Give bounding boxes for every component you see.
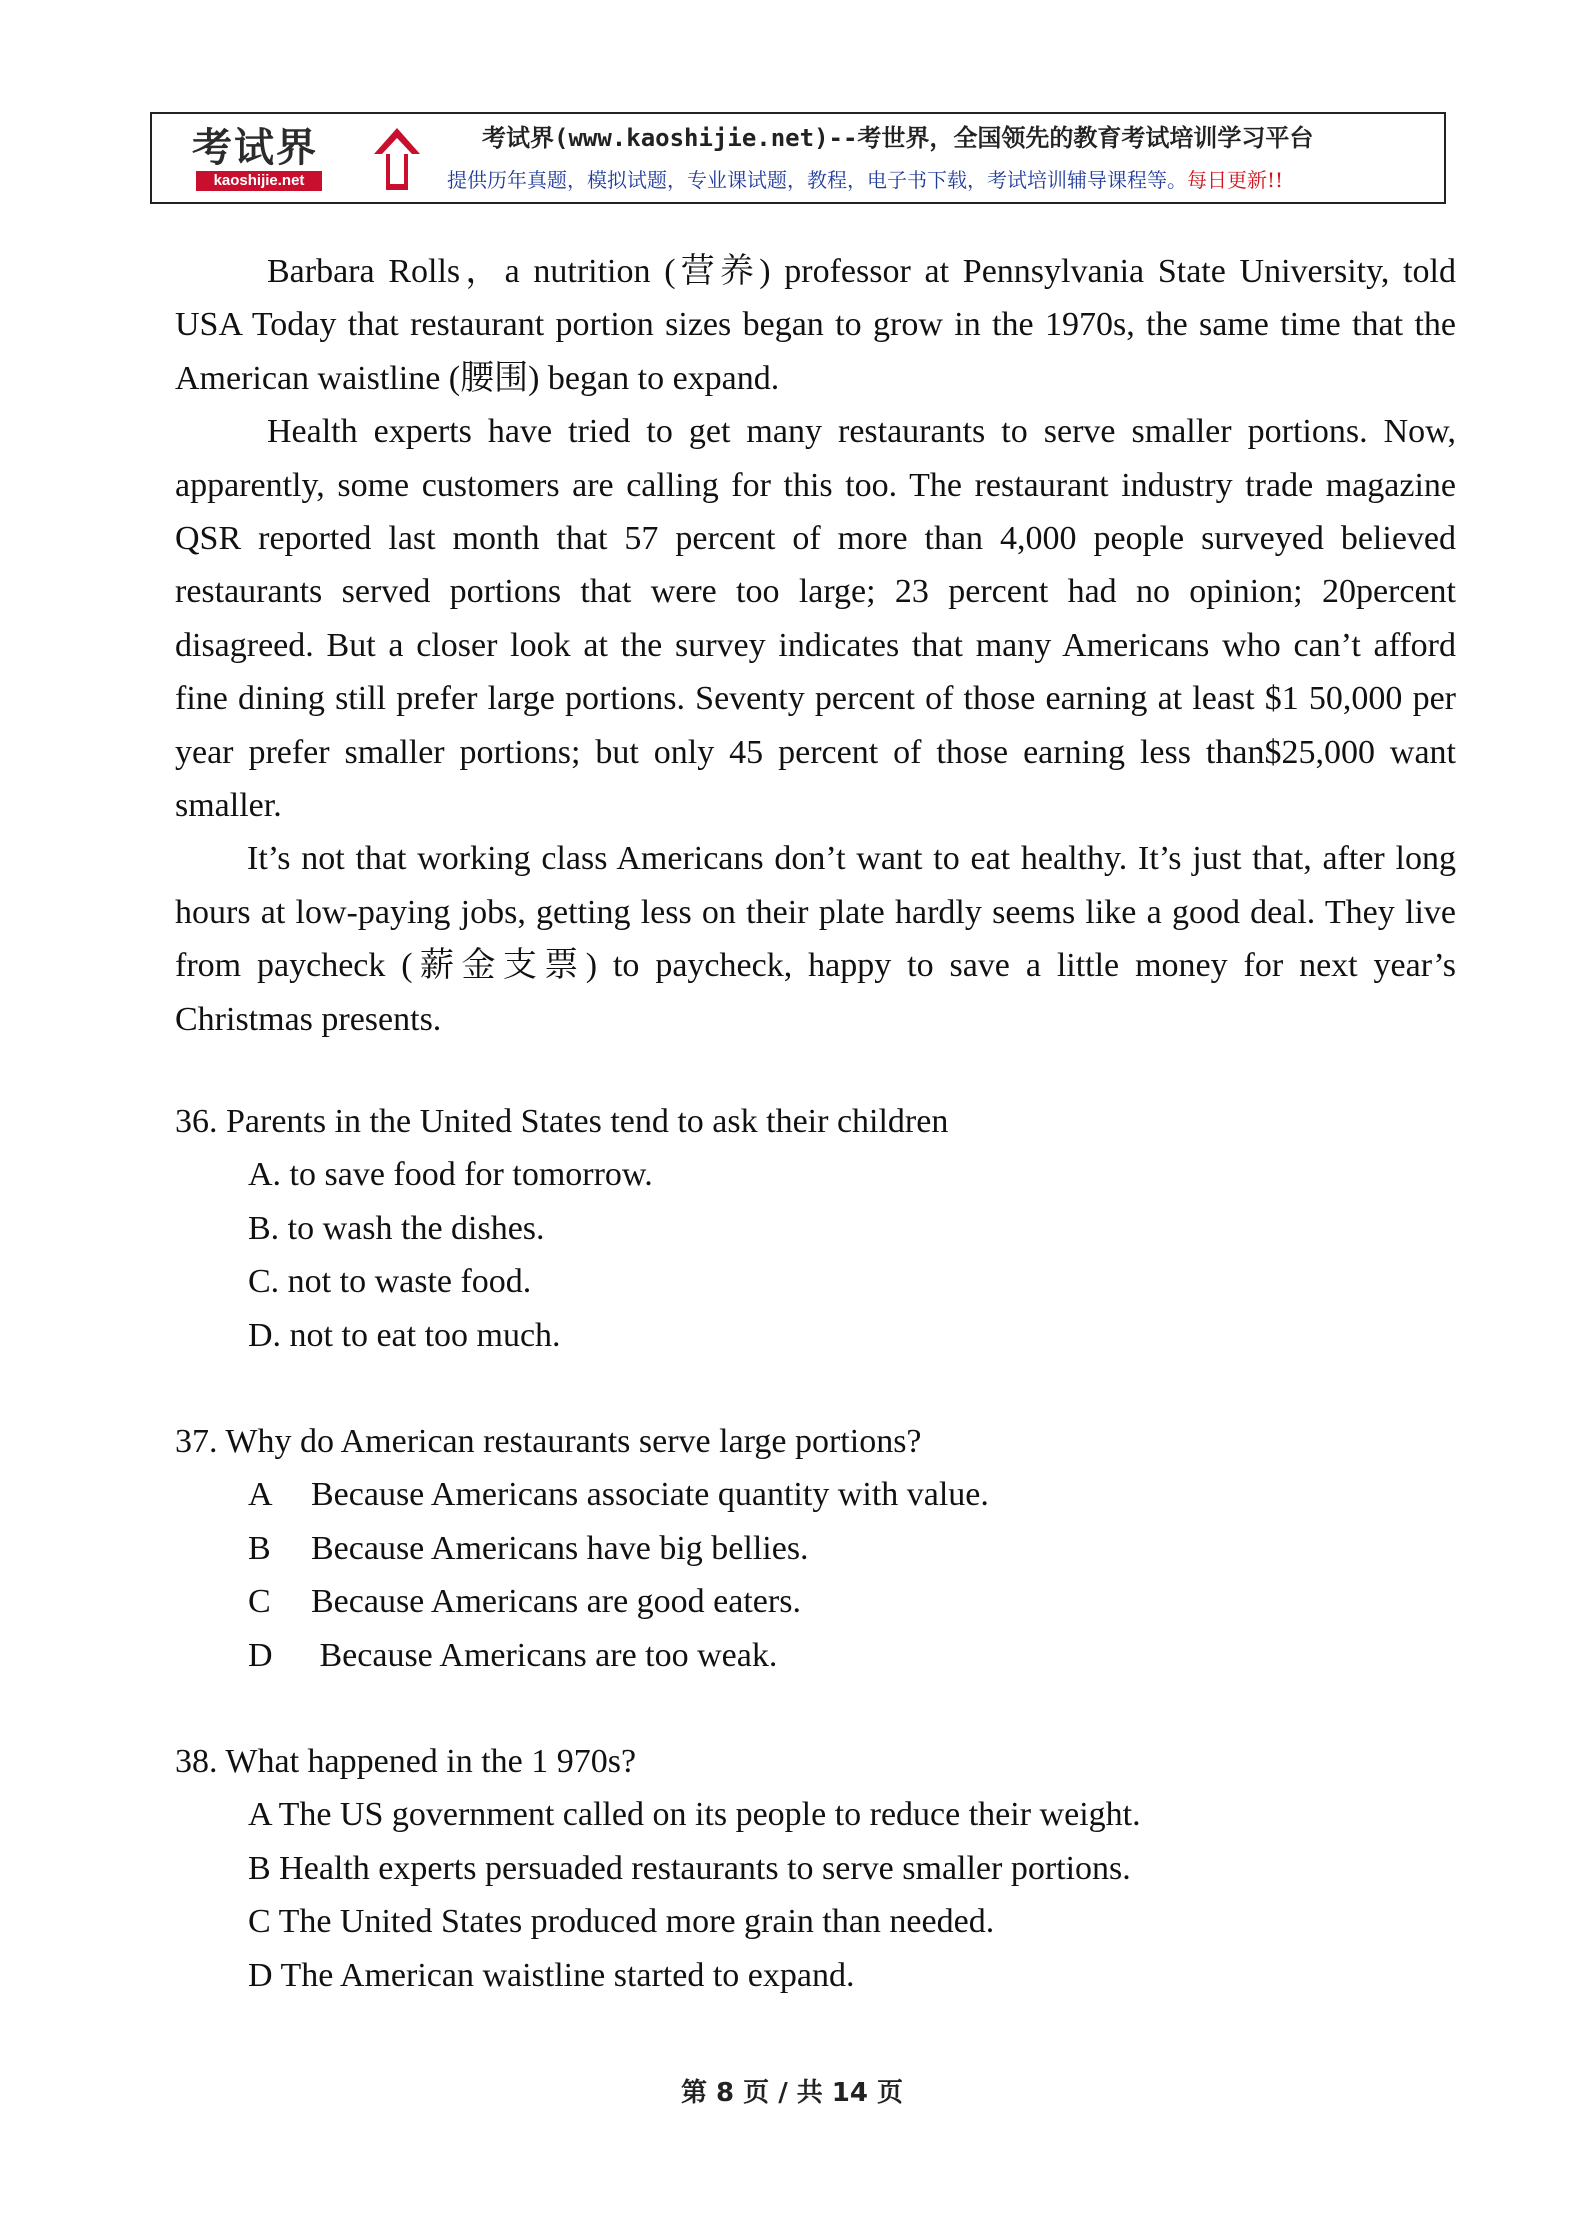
answer-option: A The US government called on its people to reduce their weight. — [248, 1796, 1141, 1834]
option-text: Because Americans associate quantity with value. — [311, 1476, 989, 1514]
passage-paragraph: It’s not that working class Americans don’t want to eat healthy. It’s just that, after long hours at low-paying jobs, getting less on their plate hardly seems like a good deal. They live from paycheck (薪金支票) to paycheck, happy to save a little money for next year’s Christmas presents. — [175, 840, 1456, 1038]
logo-text: 考试界 — [192, 124, 318, 171]
option-letter: A — [248, 1476, 273, 1514]
option-letter: D — [248, 1636, 273, 1674]
up-arrow-icon — [372, 126, 422, 192]
option-text: Because Americans have big bellies. — [311, 1529, 809, 1567]
reading-passage — [175, 245, 1456, 1046]
answer-option: B. to wash the dishes. — [248, 1209, 545, 1247]
answer-option — [175, 1522, 1456, 1575]
question-36 — [175, 1095, 1456, 1362]
answer-option: C. not to waste food. — [248, 1263, 532, 1301]
answer-option: D The American waistline started to expand. — [248, 1956, 855, 1994]
option-text: Because Americans are good eaters. — [311, 1583, 801, 1621]
answer-option — [175, 1575, 1456, 1628]
banner-description — [447, 166, 1437, 194]
answer-option — [175, 1629, 1456, 1682]
option-letter: B — [248, 1529, 271, 1567]
question-37 — [175, 1415, 1456, 1682]
answer-option: D. not to eat too much. — [248, 1316, 561, 1354]
question-38 — [175, 1735, 1456, 2002]
logo-domain: kaoshijie.net — [196, 171, 322, 191]
answer-option: A. to save food for tomorrow. — [248, 1156, 653, 1194]
daily-update-notice: 每日更新!! — [1187, 168, 1284, 192]
option-text: Because Americans are too weak. — [311, 1636, 778, 1674]
question-stem: 37. Why do American restaurants serve large portions? — [175, 1423, 922, 1460]
header-banner — [150, 112, 1446, 204]
banner-tagline: 考试界(www.kaoshijie.net)--考世界，全国领先的教育考试培训学习平台 — [482, 124, 1314, 152]
site-logo[interactable] — [192, 124, 422, 196]
passage-paragraph: Health experts have tried to get many restaurants to serve smaller portions. Now, apparently, some customers are calling for this too. The restaurant industry trade magazine QSR reported last month that 57 percent of more than 4,000 people surveyed believed restaurants served portions that were too large; 23 percent had no opinion; 20percent disagreed. But a closer look at the survey indicates that many Americans who can’t afford fine dining still prefer large portions. Seventy percent of those earning at least $1 50,000 per year prefer smaller portions; but only 45 percent of those earning less than$25,000 want smaller. — [175, 413, 1456, 825]
question-stem: 36. Parents in the United States tend to ask their children — [175, 1103, 949, 1140]
banner-description-text: 提供历年真题，模拟试题，专业课试题，教程，电子书下载，考试培训辅导课程等。 — [447, 168, 1187, 192]
question-stem: 38. What happened in the 1 970s? — [175, 1743, 637, 1780]
answer-option — [175, 1468, 1456, 1521]
answer-option: B Health experts persuaded restaurants to serve smaller portions. — [248, 1849, 1131, 1887]
passage-paragraph: Barbara Rolls，a nutrition (营养) professor at Pennsylvania State University, told USA Today that restaurant portion sizes began to grow in the 1970s, the same time that the American waistline (腰围) began to expand. — [175, 253, 1456, 397]
page-number: 第 8 页 / 共 14 页 — [680, 2078, 904, 2108]
option-letter: C — [248, 1583, 271, 1621]
answer-option: C The United States produced more grain than needed. — [248, 1903, 995, 1941]
